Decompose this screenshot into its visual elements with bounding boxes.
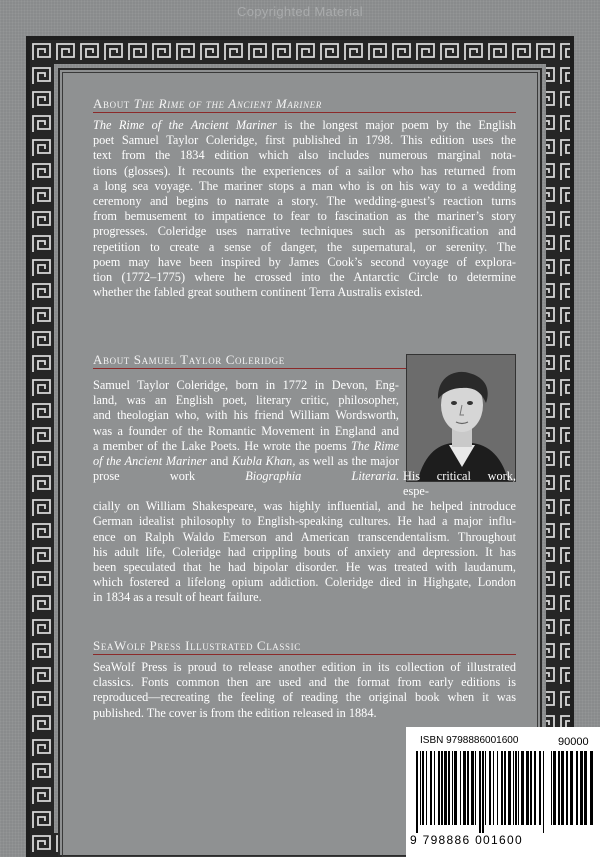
author-text-line: ence on Ralph Waldo Emerson and American transcendentalism. Throughout: [93, 529, 516, 544]
barcode-bar: [471, 751, 474, 825]
barcode-bar: [482, 751, 484, 833]
poem-text-line: a long sea voyage. The mariner stops a man who is on his way to a wedding: [93, 178, 516, 193]
poem-text-line: ceremony and begins to narrate a story. The wedding-guest’s reaction turns: [93, 194, 516, 209]
barcode-bar: [475, 751, 476, 825]
heading-rule: [93, 112, 516, 113]
barcode-bar: [566, 751, 568, 825]
isbn-barcode: [406, 727, 600, 857]
publisher-text-line: published. The cover is from the edition released in 1884.: [93, 705, 377, 720]
barcode-bar: [561, 751, 564, 825]
barcode-bar: [501, 751, 503, 825]
barcode-bar: [526, 751, 529, 825]
barcode-bar: [441, 751, 443, 825]
barcode-bar: [438, 751, 440, 825]
poem-text-line: from bemusement to impatience to fear to fascination as the mariner’s story: [93, 209, 516, 224]
barcode-bar: [558, 751, 560, 825]
barcode-bar: [530, 751, 532, 825]
coleridge-portrait: [406, 354, 516, 482]
barcode-bar: [518, 751, 519, 825]
section-heading-publisher: SeaWolf Press Illustrated Classic: [93, 638, 301, 653]
barcode-bar: [584, 751, 587, 825]
barcode-bar: [434, 751, 435, 825]
barcode-bar: [444, 751, 447, 825]
barcode-bar: [416, 751, 418, 833]
price-code: 90000: [558, 736, 589, 748]
barcode-bar: [489, 751, 491, 825]
author-text-line: and theologian who, with his friend William Wordsworth,: [93, 408, 399, 423]
barcode-bar: [452, 751, 453, 825]
barcode-bar: [463, 751, 466, 825]
barcode-bar: [539, 751, 541, 825]
heading-prefix: About: [93, 96, 134, 111]
isbn-digits: 9 798886 001600: [410, 833, 523, 847]
barcode-bar: [422, 751, 424, 825]
author-text-line: in 1834 as a result of heart failure.: [93, 590, 262, 605]
author-bio-short-lines: [93, 378, 399, 484]
author-text-line: of the Ancient Mariner and Kubla Khan, as well as the major: [93, 454, 400, 469]
copyright-watermark: Copyrighted Material: [237, 4, 363, 19]
author-text-line: German idealist philosophy to English-speaking cultures. He had a major influ-: [93, 514, 516, 529]
publisher-text-line: reproduced—recreating the feeling of reading the original book when it was: [93, 690, 516, 705]
poem-text-line: tion (1772–1775) where he crossed into the Antarctic Circle to determine: [93, 270, 516, 285]
barcode-bar: [493, 751, 494, 825]
barcode-bar: [551, 751, 552, 825]
author-text-line: land, was an English poet, literary critic, philosopher,: [93, 393, 399, 408]
barcode-bar: [467, 751, 469, 825]
barcode-bar: [590, 751, 593, 825]
author-text-line: his adult life, Coleridge had crippling bouts of anxiety and depression. It has: [93, 544, 516, 559]
barcode-bar: [479, 751, 481, 833]
barcode-bar: [504, 751, 506, 825]
poem-text-line: poem may have been inspired by James Cook’s second voyage of explora-: [93, 254, 516, 269]
author-text-line: cially on William Shakespeare, was highly influential, and he helped introduce: [93, 499, 516, 514]
barcode-bar: [553, 751, 556, 825]
barcode-bar: [576, 751, 578, 825]
barcode-bar: [513, 751, 514, 825]
author-text-line: His critical work, espe-: [403, 468, 516, 499]
poem-text-line: tions (glosses). It recounts the experiences of a sailor who has returned from: [93, 163, 516, 178]
barcode-bar: [430, 751, 432, 825]
author-text-line: been speculated that he had bipolar disorder. He was treated with laudanum,: [93, 560, 516, 575]
barcode-bar: [460, 751, 461, 825]
barcode-bar: [508, 751, 511, 825]
publisher-description: [93, 660, 516, 721]
publisher-text-line: SeaWolf Press is proud to release another edition in its collection of illustrated: [93, 660, 516, 674]
poem-description: [93, 118, 516, 300]
heading-rule: [93, 654, 516, 655]
publisher-text-line: classics. Fonts common then are used and the format from early editions is: [93, 675, 516, 690]
poem-text-line: repetition to create a sense of danger, the supernatural, or serenity. The: [93, 239, 516, 254]
poem-text-line: The Rime of the Ancient Mariner is the longest major poem by the English: [93, 118, 516, 132]
barcode-bar: [543, 751, 544, 833]
ean-barcode-bars: [416, 751, 546, 833]
barcode-bar: [580, 751, 583, 825]
barcode-bar: [448, 751, 450, 825]
price-barcode-bars: [551, 751, 595, 833]
barcode-bar: [534, 751, 536, 825]
poem-text-line: progresses. Coleridge uses narrative techniques such as personification and: [93, 224, 516, 239]
barcode-bar: [515, 751, 517, 825]
author-text-line: prose work Biographia Literaria.: [93, 469, 399, 484]
poem-text-line: text from the 1834 edition which also includes numerous marginal nota-: [93, 148, 516, 163]
barcode-bar: [497, 751, 498, 825]
section-heading-poem: [93, 96, 322, 112]
isbn-label: ISBN 9798886001600: [420, 735, 519, 746]
poem-text-line: whether the fabled great southern continent Terra Australis existed.: [93, 285, 423, 300]
author-text-line: which fostered a lifelong opium addiction. Coleridge died in Highgate, London: [93, 575, 516, 590]
poem-text-line: poet Samuel Taylor Coleridge, first published in 1798. This edition uses the: [93, 133, 516, 148]
barcode-bar: [570, 751, 573, 825]
barcode-bar: [426, 751, 427, 825]
heading-title: The Rime of the Ancient Mariner: [133, 96, 322, 111]
barcode-bar: [420, 751, 421, 825]
author-text-line: was a founder of the Romantic Movement in England and: [93, 423, 399, 438]
barcode-bar: [454, 751, 457, 825]
author-text-line: a member of the Lake Poets. He wrote the poems The Rime: [93, 438, 399, 453]
section-heading-author: About Samuel Taylor Coleridge: [93, 352, 285, 367]
barcode-bar: [485, 751, 486, 825]
author-text-line: Samuel Taylor Coleridge, born in 1772 in Devon, Eng-: [93, 378, 399, 392]
barcode-bar: [521, 751, 524, 825]
